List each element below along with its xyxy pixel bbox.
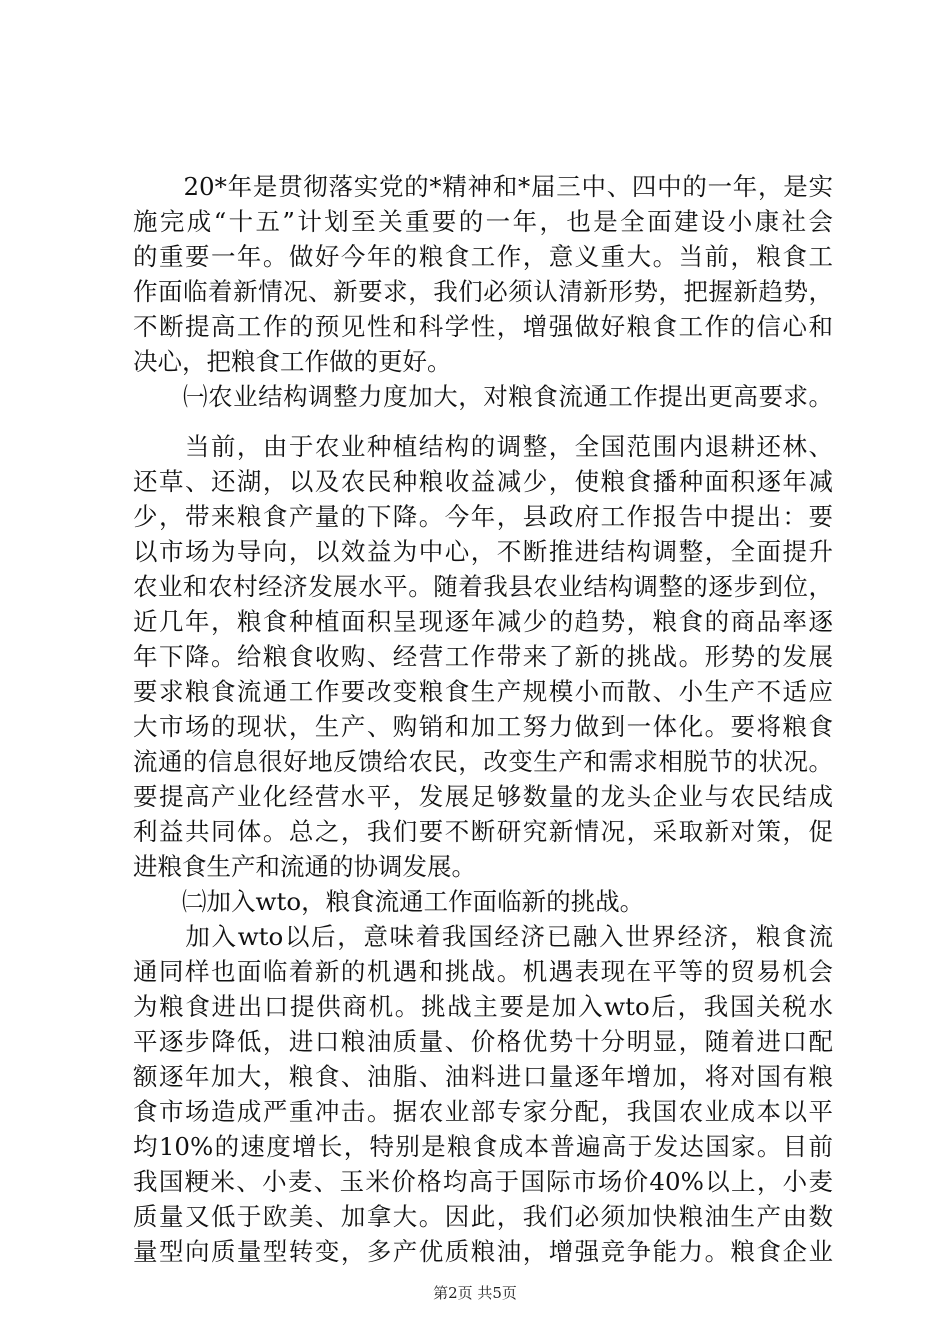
body-text-line: 为粮食进出口提供商机。挑战主要是加入wto后，我国关税水 bbox=[133, 992, 833, 1021]
body-text-line: 进粮食生产和流通的协调发展。 bbox=[133, 852, 476, 881]
section-heading: ㈠农业结构调整力度加大，对粮食流通工作提出更高要求。 bbox=[133, 382, 833, 411]
body-text-line: 年下降。给粮食收购、经营工作带来了新的挑战。形势的发展 bbox=[133, 642, 833, 671]
body-text-line: 20*年是贯彻落实党的*精神和*届三中、四中的一年，是实 bbox=[133, 172, 833, 201]
body-text-line: 施完成“十五”计划至关重要的一年，也是全面建设小康社会 bbox=[133, 207, 833, 236]
body-text-line: 通同样也面临着新的机遇和挑战。机遇表现在平等的贸易机会 bbox=[133, 957, 833, 986]
body-text-line: 质量又低于欧美、加拿大。因此，我们必须加快粮油生产由数 bbox=[133, 1202, 833, 1231]
body-text-line: 不断提高工作的预见性和科学性，增强做好粮食工作的信心和 bbox=[133, 312, 833, 341]
body-text-line: 平逐步降低，进口粮油质量、价格优势十分明显，随着进口配 bbox=[133, 1027, 833, 1056]
section-heading: ㈡加入wto，粮食流通工作面临新的挑战。 bbox=[133, 887, 645, 916]
body-text-line: 流通的信息很好地反馈给农民，改变生产和需求相脱节的状况。 bbox=[133, 747, 833, 776]
body-text-line: 要求粮食流通工作要改变粮食生产规模小而散、小生产不适应 bbox=[133, 677, 833, 706]
body-text-line: 要提高产业化经营水平，发展足够数量的龙头企业与农民结成 bbox=[133, 782, 833, 811]
body-text-line: 当前，由于农业种植结构的调整，全国范围内退耕还林、 bbox=[133, 432, 833, 461]
page-number-footer: 第2页 共5页 bbox=[433, 1284, 517, 1302]
body-text-line: 农业和农村经济发展水平。随着我县农业结构调整的逐步到位， bbox=[133, 572, 833, 601]
body-text-line: 大市场的现状，生产、购销和加工努力做到一体化。要将粮食 bbox=[133, 712, 833, 741]
body-text-line: 少，带来粮食产量的下降。今年，县政府工作报告中提出：要 bbox=[133, 502, 833, 531]
body-text-line: 食市场造成严重冲击。据农业部专家分配，我国农业成本以平 bbox=[133, 1097, 833, 1126]
body-text-line: 加入wto以后，意味着我国经济已融入世界经济，粮食流 bbox=[133, 922, 833, 951]
body-text-line: 以市场为导向，以效益为中心，不断推进结构调整，全面提升 bbox=[133, 537, 833, 566]
body-text-line: 还草、还湖，以及农民种粮收益减少，使粮食播种面积逐年减 bbox=[133, 467, 833, 496]
body-text-line: 额逐年加大，粮食、油脂、油料进口量逐年增加，将对国有粮 bbox=[133, 1062, 833, 1091]
body-text-line: 我国粳米、小麦、玉米价格均高于国际市场价40%以上，小麦 bbox=[133, 1167, 833, 1196]
body-text-line: 均10%的速度增长，特别是粮食成本普遍高于发达国家。目前 bbox=[133, 1132, 833, 1161]
body-text-line: 量型向质量型转变，多产优质粮油，增强竞争能力。粮食企业 bbox=[133, 1237, 833, 1266]
body-text-line: 的重要一年。做好今年的粮食工作，意义重大。当前，粮食工 bbox=[133, 242, 833, 271]
body-text-line: 作面临着新情况、新要求，我们必须认清新形势，把握新趋势， bbox=[133, 277, 833, 306]
body-text-line: 决心，把粮食工作做的更好。 bbox=[133, 347, 452, 376]
body-text-line: 利益共同体。总之，我们要不断研究新情况，采取新对策，促 bbox=[133, 817, 833, 846]
body-text-line: 近几年，粮食种植面积呈现逐年减少的趋势，粮食的商品率逐 bbox=[133, 607, 833, 636]
